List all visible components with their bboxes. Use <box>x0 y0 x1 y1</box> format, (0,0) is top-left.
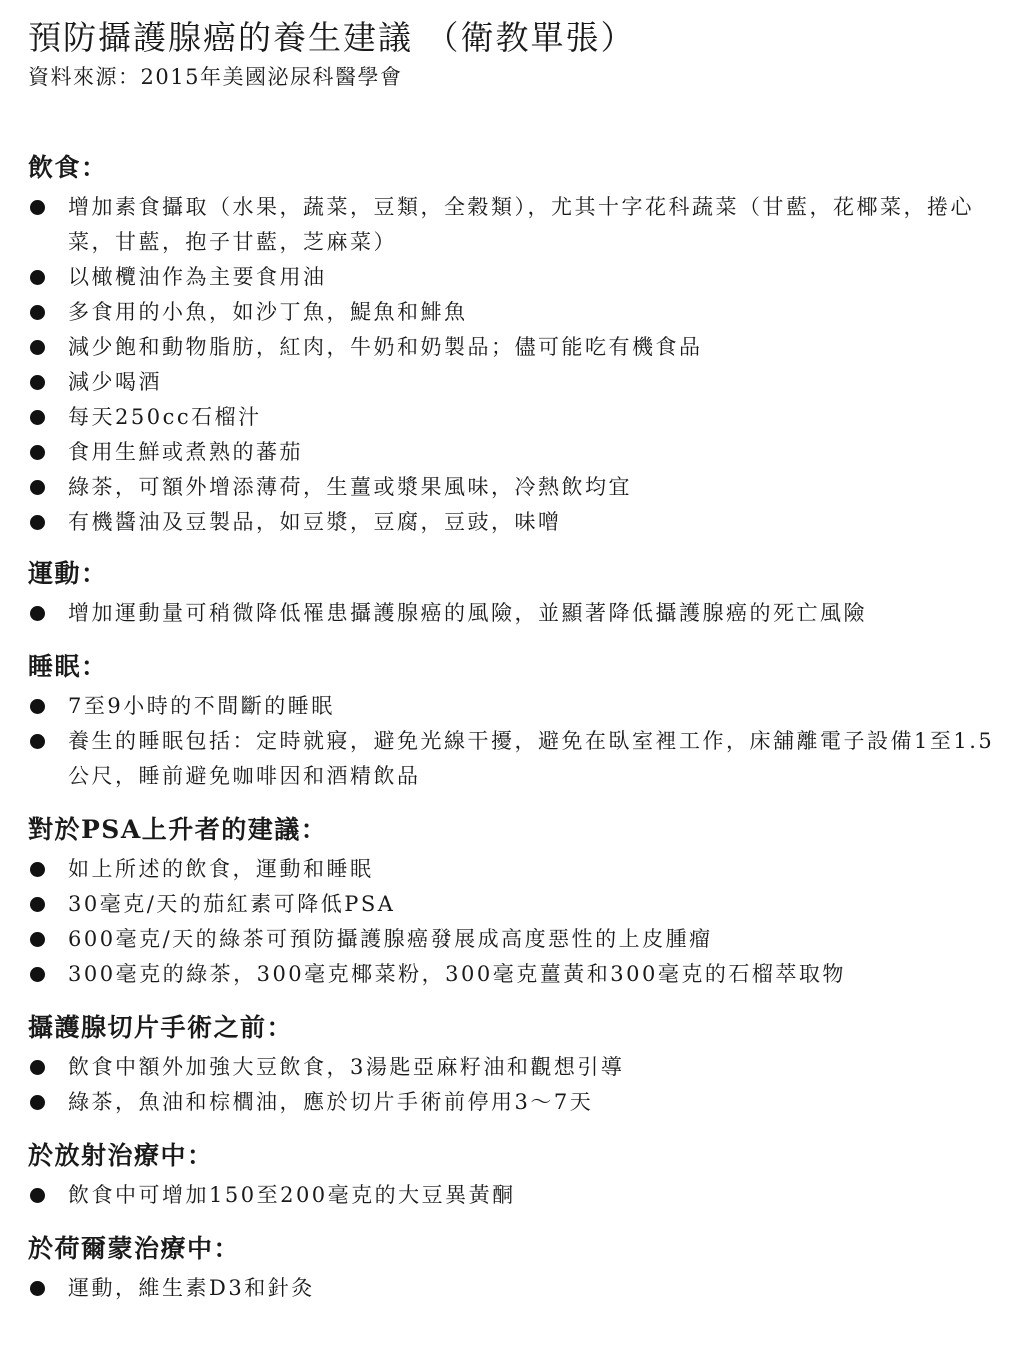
list-item <box>28 887 1003 922</box>
list-item <box>28 295 1003 330</box>
document-source: 資料來源：2015年美國泌尿科醫學會 <box>28 65 403 89</box>
list-item <box>28 689 1003 724</box>
section-heading: 運動： <box>28 559 108 588</box>
list-item-text: 運動，維生素D3和針灸 <box>68 1276 315 1300</box>
bullet-dot-icon <box>30 932 45 947</box>
bullet-dot-icon <box>30 305 45 320</box>
list-item <box>28 470 1003 505</box>
section <box>28 1138 1003 1213</box>
list-item <box>28 330 1003 365</box>
list-item <box>28 596 1003 631</box>
list-item-text: 綠茶，魚油和棕櫚油，應於切片手術前停用3～7天 <box>68 1090 594 1114</box>
list-item <box>28 190 1003 260</box>
bullet-dot-icon <box>30 340 45 355</box>
bullet-list <box>28 1271 1003 1306</box>
bullet-dot-icon <box>30 200 45 215</box>
section <box>28 1010 1003 1120</box>
list-item-text: 增加素食攝取（水果，蔬菜，豆類，全穀類），尤其十字花科蔬菜（甘藍，花椰菜，捲心菜，甘藍，抱子甘藍，芝麻菜） <box>68 195 974 254</box>
bullet-dot-icon <box>30 375 45 390</box>
bullet-dot-icon <box>30 445 45 460</box>
list-item <box>28 1085 1003 1120</box>
section <box>28 150 1003 540</box>
section-heading: 攝護腺切片手術之前： <box>28 1013 294 1042</box>
bullet-dot-icon <box>30 606 45 621</box>
list-item-text: 養生的睡眠包括：定時就寢，避免光線干擾，避免在臥室裡工作，床舖離電子設備1至1.5公尺，睡前避免咖啡因和酒精飲品 <box>68 729 995 788</box>
bullet-dot-icon <box>30 897 45 912</box>
list-item <box>28 922 1003 957</box>
list-item-text: 飲食中可增加150至200毫克的大豆異黃酮 <box>68 1183 516 1207</box>
list-item-text: 多食用的小魚，如沙丁魚，鯷魚和鯡魚 <box>68 300 468 324</box>
handout-page <box>28 14 1003 1306</box>
list-item <box>28 365 1003 400</box>
list-item <box>28 505 1003 540</box>
section <box>28 1231 1003 1306</box>
bullet-list <box>28 596 1003 631</box>
bullet-dot-icon <box>30 515 45 530</box>
list-item <box>28 400 1003 435</box>
list-item-text: 增加運動量可稍微降低罹患攝護腺癌的風險，並顯著降低攝護腺癌的死亡風險 <box>68 601 867 625</box>
bullet-dot-icon <box>30 967 45 982</box>
list-item-text: 以橄欖油作為主要食用油 <box>68 265 327 289</box>
section-heading: 對於PSA上升者的建議： <box>28 815 328 844</box>
bullet-dot-icon <box>30 270 45 285</box>
list-item <box>28 260 1003 295</box>
bullet-dot-icon <box>30 734 45 749</box>
bullet-list <box>28 1178 1003 1213</box>
list-item-text: 每天250cc石榴汁 <box>68 405 262 429</box>
section-heading: 於荷爾蒙治療中： <box>28 1234 241 1263</box>
section-heading: 睡眠： <box>28 652 108 681</box>
bullet-dot-icon <box>30 1095 45 1110</box>
list-item-text: 7至9小時的不間斷的睡眠 <box>68 694 335 718</box>
list-item-text: 30毫克/天的茄紅素可降低PSA <box>68 892 396 916</box>
bullet-list <box>28 852 1003 992</box>
list-item-text: 綠茶，可額外增添薄荷，生薑或漿果風味，冷熱飲均宜 <box>68 475 632 499</box>
list-item-text: 減少喝酒 <box>68 370 162 394</box>
list-item <box>28 1178 1003 1213</box>
list-item-text: 300毫克的綠茶，300毫克椰菜粉，300毫克薑黃和300毫克的石榴萃取物 <box>68 962 846 986</box>
section <box>28 812 1003 992</box>
bullet-dot-icon <box>30 699 45 714</box>
bullet-dot-icon <box>30 1060 45 1075</box>
list-item <box>28 1050 1003 1085</box>
bullet-dot-icon <box>30 410 45 425</box>
list-item-text: 有機醬油及豆製品，如豆漿，豆腐，豆豉，味噌 <box>68 510 562 534</box>
list-item <box>28 435 1003 470</box>
document-title: 預防攝護腺癌的養生建議 （衛教單張） <box>28 18 636 57</box>
list-item-text: 飲食中額外加強大豆飲食，3湯匙亞麻籽油和觀想引導 <box>68 1055 625 1079</box>
bullet-list <box>28 190 1003 540</box>
list-item <box>28 1271 1003 1306</box>
list-item-text: 食用生鮮或煮熟的蕃茄 <box>68 440 303 464</box>
bullet-dot-icon <box>30 1188 45 1203</box>
list-item-text: 600毫克/天的綠茶可預防攝護腺癌發展成高度惡性的上皮腫瘤 <box>68 927 713 951</box>
bullet-dot-icon <box>30 480 45 495</box>
bullet-list <box>28 1050 1003 1120</box>
section-heading: 飲食： <box>28 153 108 182</box>
list-item-text: 如上所述的飲食，運動和睡眠 <box>68 857 374 881</box>
list-item <box>28 724 1003 794</box>
bullet-dot-icon <box>30 1281 45 1296</box>
list-item-text: 減少飽和動物脂肪，紅肉，牛奶和奶製品；儘可能吃有機食品 <box>68 335 703 359</box>
bullet-list <box>28 689 1003 794</box>
sections-container <box>28 150 1003 1306</box>
list-item <box>28 957 1003 992</box>
section-heading: 於放射治療中： <box>28 1141 214 1170</box>
section <box>28 649 1003 794</box>
section <box>28 556 1003 631</box>
bullet-dot-icon <box>30 862 45 877</box>
list-item <box>28 852 1003 887</box>
